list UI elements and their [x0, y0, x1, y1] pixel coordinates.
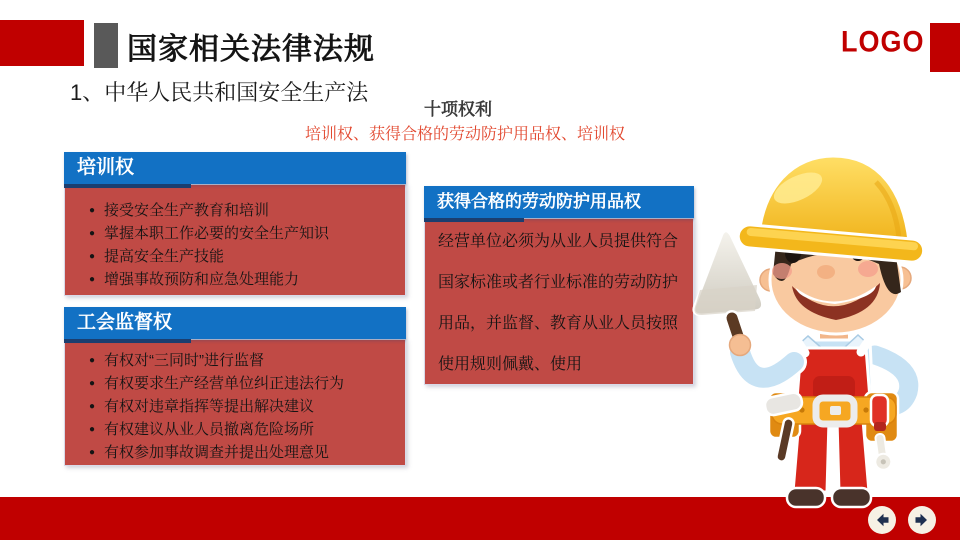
construction-worker-illustration [680, 140, 960, 540]
trowel-icon [694, 231, 763, 366]
page-title: 国家相关法律法规 [127, 33, 375, 66]
training-bullet-list [75, 199, 399, 291]
title-accent-red-bar [0, 20, 84, 66]
arrow-left-icon [870, 508, 894, 532]
bullet-item: ● 有权对违章指挥等提出解决建议 [75, 395, 401, 418]
prev-slide-button[interactable] [868, 506, 896, 534]
panel-training-body [64, 184, 406, 296]
arrow-right-icon [910, 508, 934, 532]
section-heading: 十项权利 [424, 100, 492, 119]
panel-ppe-rights [424, 186, 694, 385]
union-bullet-list [75, 349, 401, 464]
slide-subtitle: 1、中华人民共和国安全生产法 [70, 80, 369, 105]
red-tool-icon [871, 395, 888, 426]
bullet-item: ● 掌握本职工作必要的安全生产知识 [75, 222, 399, 245]
panel-ppe-header: 获得合格的劳动防护用品权 [424, 186, 694, 218]
bullet-item: ● 有权建议从业人员撤离危险场所 [75, 418, 401, 441]
corner-accent-red-block [930, 23, 960, 72]
bullet-item: ● 有权参加事故调查并提出处理意见 [75, 441, 401, 464]
bullet-item: ● 接受安全生产教育和培训 [75, 199, 399, 222]
hard-hat-icon [737, 156, 924, 263]
title-accent-gray-block [94, 23, 118, 68]
logo: LOGO [841, 25, 925, 59]
worker-cartoon [680, 140, 960, 540]
next-slide-button[interactable] [908, 506, 936, 534]
panel-union-header: 工会监督权 [64, 307, 406, 339]
panel-training-rights [64, 152, 406, 296]
panel-union-body [64, 339, 406, 466]
section-subheading: 培训权、获得合格的劳动防护用品权、培训权 [304, 126, 625, 143]
bullet-item: ● 提高安全生产技能 [75, 245, 399, 268]
bullet-item: ● 增强事故预防和应急处理能力 [75, 268, 399, 291]
panel-training-header: 培训权 [64, 152, 406, 184]
panel-ppe-body: 经营单位必须为从业人员提供符合国家标准或者行业标准的劳动防护用品，并监督、教育从业人员按照使用规则佩戴、使用 [424, 218, 694, 385]
bullet-item: ● 有权要求生产经营单位纠正违法行为 [75, 372, 401, 395]
bullet-item: ● 有权对“三同时”进行监督 [75, 349, 401, 372]
panel-union-supervision-rights [64, 307, 406, 466]
